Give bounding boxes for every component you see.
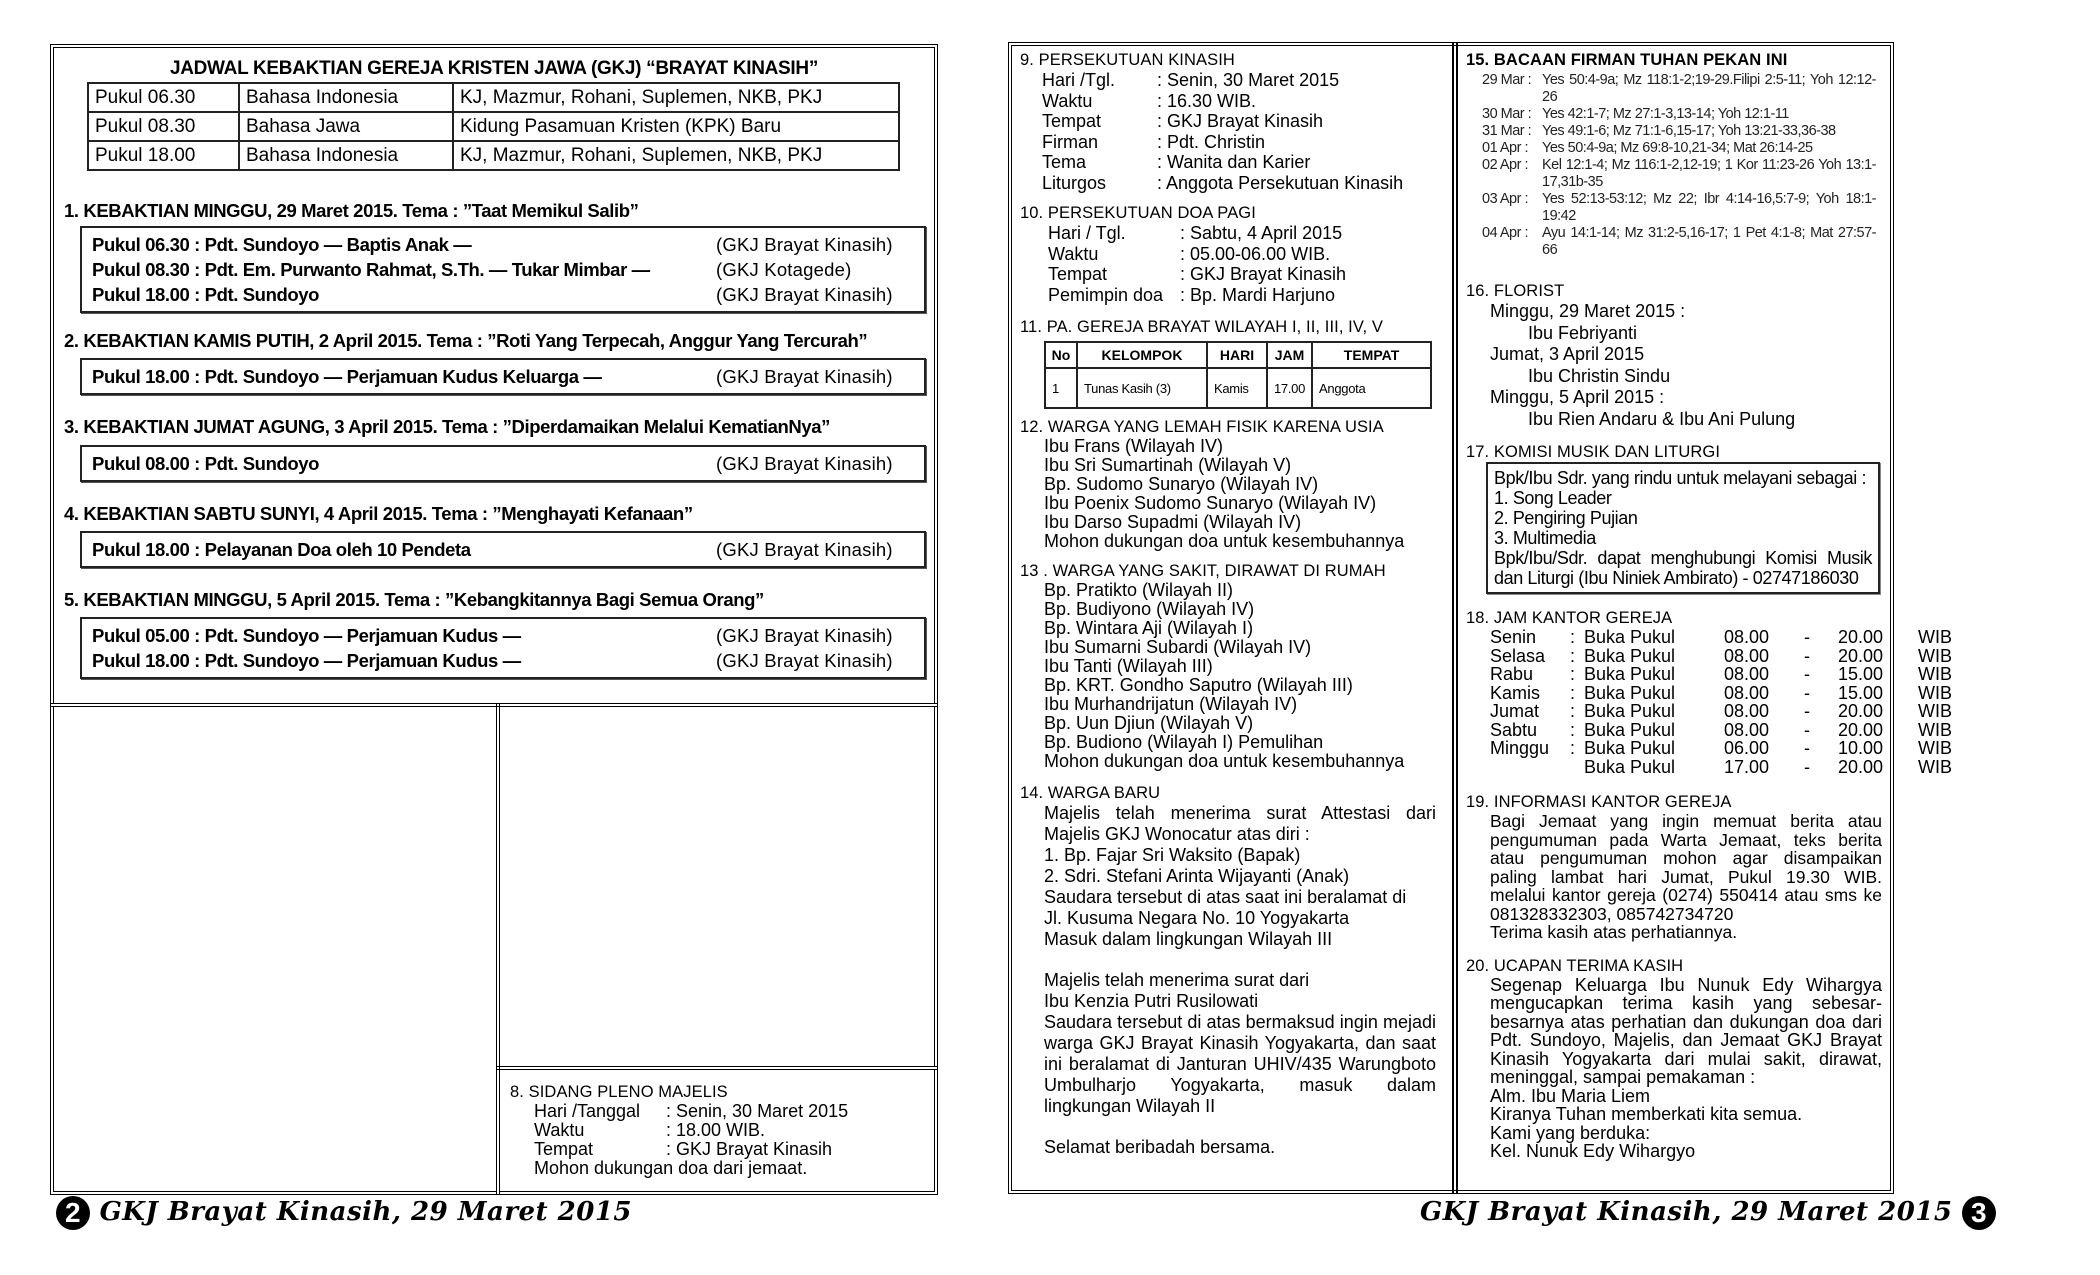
hours-sep bbox=[1570, 758, 1584, 777]
empty-panel-right bbox=[496, 703, 938, 1070]
field-row bbox=[1048, 285, 1442, 306]
schedule-title: JADWAL KEBAKTIAN GEREJA KRISTEN JAWA (GKJ) “BRAYAT KINASIH” bbox=[169, 58, 819, 79]
field-label: Waktu bbox=[1042, 90, 1093, 111]
hours-sep: : bbox=[1570, 738, 1576, 758]
section-12 bbox=[1020, 417, 1442, 551]
hours-open: 06.00 bbox=[1724, 738, 1770, 758]
section-9 bbox=[1020, 50, 1442, 193]
list-item: Bp. Uun Djiun (Wilayah V) bbox=[1044, 713, 1254, 733]
field-value: : GKJ Brayat Kinasih bbox=[1157, 111, 1324, 131]
hours-sep: : bbox=[1570, 645, 1576, 666]
field-value: : Pdt. Christin bbox=[1157, 131, 1266, 152]
reading-text: Kel 12:1-4; Mz 116:1-2,12-19; 1 Kor 11:23-26 Yoh 13:1-17,31b-35 bbox=[1542, 157, 1876, 190]
schedule-songbooks: Kidung Pasamuan Kristen (KPK) Baru bbox=[453, 112, 899, 141]
reading-text: Yes 50:4-9a; Mz 69:8-10,21-34; Mat 26:14-25 bbox=[1542, 140, 1813, 156]
service-2-heading: 2. KEBAKTIAN KAMIS PUTIH, 2 April 2015. Tema : ”Roti Yang Terpecah, Anggur Yang Tercurah” bbox=[64, 330, 868, 351]
hours-day bbox=[1490, 758, 1570, 777]
komisi-musik-box bbox=[1486, 462, 1880, 594]
section-14 bbox=[1020, 783, 1442, 1158]
hours-day: Selasa bbox=[1490, 645, 1546, 666]
section-17-heading: 17. KOMISI MUSIK DAN LITURGI bbox=[1466, 443, 1721, 461]
table-header-row bbox=[1045, 342, 1431, 368]
right-page-footer bbox=[1420, 1196, 1996, 1230]
table-row bbox=[1045, 368, 1431, 408]
list-item: Ibu Sumarni Subardi (Wilayah IV) bbox=[1044, 637, 1312, 657]
col-header: KELOMPOK bbox=[1077, 342, 1207, 368]
hours-close: 20.00 bbox=[1838, 627, 1884, 647]
hours-label: Buka Pukul bbox=[1584, 645, 1676, 666]
field-label: Tempat bbox=[534, 1139, 594, 1159]
hours-tz: WIB bbox=[1918, 701, 1952, 721]
service-place: (GKJ Brayat Kinasih) bbox=[716, 625, 893, 646]
section-13-heading: 13 . WARGA YANG SAKIT, DIRAWAT DI RUMAH bbox=[1020, 562, 1386, 580]
florist-date: Jumat, 3 April 2015 bbox=[1490, 344, 1645, 364]
hours-label: Buka Pukul bbox=[1584, 664, 1676, 684]
hours-dash: - bbox=[1804, 756, 1810, 777]
ucapan-family: Kel. Nunuk Edy Wihargyo bbox=[1490, 1141, 1696, 1161]
col-header: HARI bbox=[1207, 342, 1267, 368]
field-row bbox=[1042, 132, 1442, 153]
hours-row bbox=[1490, 719, 1952, 740]
prayer-note: Mohon dukungan doa untuk kesembuhannya bbox=[1044, 751, 1405, 771]
sidang-field bbox=[534, 1121, 848, 1140]
hours-close: 20.00 bbox=[1838, 645, 1884, 666]
field-label: Firman bbox=[1042, 131, 1099, 152]
schedule-time: Pukul 08.30 bbox=[88, 112, 239, 141]
field-value: : Senin, 30 Maret 2015 bbox=[666, 1101, 849, 1121]
list-item: Bp. KRT. Gondho Saputro (Wilayah III) bbox=[1044, 675, 1353, 695]
hours-open: 08.00 bbox=[1724, 719, 1770, 740]
hours-label: Buka Pukul bbox=[1584, 719, 1676, 740]
cell-kelompok: Tunas Kasih (3) bbox=[1077, 368, 1207, 408]
section-11-heading: 11. PA. GEREJA BRAYAT WILAYAH I, II, III, IV, V bbox=[1020, 318, 1383, 336]
service-5-box bbox=[80, 617, 926, 679]
field-label: Pemimpin doa bbox=[1048, 284, 1164, 305]
closing-greeting: Selamat beribadah bersama. bbox=[1044, 1137, 1276, 1157]
field-row bbox=[1048, 223, 1442, 244]
hours-dash: - bbox=[1804, 645, 1810, 666]
ucapan-deceased: Alm. Ibu Maria Liem bbox=[1490, 1085, 1651, 1106]
reading-text: Yes 49:1-6; Mz 71:1-6,15-17; Yoh 13:21-33,36-38 bbox=[1542, 123, 1836, 139]
list-item: 1. Song Leader bbox=[1494, 488, 1612, 508]
reading-text: Yes 52:13-53:12; Mz 22; Ibr 4:14-16,5:7-9; Yoh 18:1-19:42 bbox=[1542, 191, 1876, 224]
service-place: (GKJ Kotagede) bbox=[716, 259, 852, 280]
hours-sep: : bbox=[1570, 682, 1576, 703]
section-17 bbox=[1466, 442, 1884, 594]
field-value: : GKJ Brayat Kinasih bbox=[1180, 264, 1347, 284]
service-detail: Pukul 05.00 : Pdt. Sundoyo — Perjamuan Kudus — bbox=[92, 625, 521, 646]
field-row bbox=[1048, 244, 1442, 265]
hours-sep: : bbox=[1570, 664, 1576, 684]
section-14-heading: 14. WARGA BARU bbox=[1020, 784, 1161, 802]
section-20 bbox=[1466, 956, 1884, 1161]
hours-open: 08.00 bbox=[1724, 664, 1770, 684]
hours-row bbox=[1490, 645, 1952, 666]
hours-open: 08.00 bbox=[1724, 627, 1770, 647]
hours-row bbox=[1490, 682, 1952, 703]
section-10 bbox=[1020, 203, 1442, 305]
warga-baru-name: Ibu Kenzia Putri Rusilowati bbox=[1044, 991, 1259, 1011]
reading-item bbox=[1482, 225, 1876, 259]
service-detail: Pukul 08.00 : Pdt. Sundoyo bbox=[92, 453, 320, 474]
service-1-heading: 1. KEBAKTIAN MINGGU, 29 Maret 2015. Tema : ”Taat Memikul Salib” bbox=[64, 200, 639, 221]
reading-date: 02 Apr : bbox=[1482, 157, 1528, 173]
page-number-badge: 3 bbox=[1962, 1196, 1996, 1230]
list-item: Ibu Darso Supadmi (Wilayah IV) bbox=[1044, 512, 1302, 532]
hours-dash: - bbox=[1804, 664, 1810, 684]
reading-text: Yes 50:4-9a; Mz 118:1-2;19-29.Filipi 2:5-11; Yoh 12:12-26 bbox=[1542, 72, 1876, 105]
warga-baru-address: Jl. Kusuma Negara No. 10 Yogyakarta bbox=[1044, 908, 1350, 928]
reading-item bbox=[1482, 72, 1876, 106]
reading-date: 30 Mar : bbox=[1482, 106, 1532, 122]
hours-tz: WIB bbox=[1918, 738, 1952, 758]
schedule-songbooks: KJ, Mazmur, Rohani, Suplemen, NKB, PKJ bbox=[453, 141, 899, 170]
section-19 bbox=[1466, 792, 1884, 942]
service-4-heading: 4. KEBAKTIAN SABTU SUNYI, 4 April 2015. Tema : ”Menghayati Kefanaan” bbox=[64, 503, 693, 524]
field-value: : Bp. Mardi Harjuno bbox=[1180, 284, 1336, 305]
field-row bbox=[1042, 111, 1442, 132]
hours-dash: - bbox=[1804, 719, 1810, 740]
column-divider bbox=[1452, 42, 1458, 1194]
service-place: (GKJ Brayat Kinasih) bbox=[716, 284, 893, 305]
hours-row bbox=[1490, 701, 1952, 721]
section-9-heading: 9. PERSEKUTUAN KINASIH bbox=[1020, 51, 1235, 69]
footer-text: GKJ Brayat Kinasih, 29 Maret 2015 bbox=[99, 1197, 633, 1227]
hours-dash: - bbox=[1804, 738, 1810, 758]
list-item: Ibu Murhandrijatun (Wilayah IV) bbox=[1044, 694, 1298, 714]
col-header: No bbox=[1045, 342, 1077, 368]
hours-close: 20.00 bbox=[1838, 719, 1884, 740]
field-label: Tempat bbox=[1048, 264, 1108, 284]
hours-day: Kamis bbox=[1490, 682, 1541, 703]
col-header: JAM bbox=[1267, 342, 1312, 368]
hours-open: 08.00 bbox=[1724, 645, 1770, 666]
informasi-thanks: Terima kasih atas perhatiannya. bbox=[1490, 922, 1738, 942]
hours-sep: : bbox=[1570, 701, 1576, 721]
section-15 bbox=[1466, 50, 1884, 259]
field-value: : 18.00 WIB. bbox=[666, 1120, 766, 1140]
hours-sep: : bbox=[1570, 719, 1576, 740]
reading-item bbox=[1482, 106, 1876, 123]
right-column-2 bbox=[1466, 50, 1952, 1161]
warga-baru-wilayah: Masuk dalam lingkungan Wilayah III bbox=[1044, 929, 1333, 949]
empty-panel-left bbox=[50, 703, 500, 1195]
list-item: 2. Pengiring Pujian bbox=[1494, 508, 1638, 528]
informasi-body: Bagi Jemaat yang ingin memuat berita atau pengumuman pada Warta Jemaat, teks berita atau pengumuman mohon agar disampaikan paling lambat hari Jumat, Pukul 19.30 WIB. melalui kantor gereja (0274) 550414 atau sms ke 081328332303, 085742734720 bbox=[1490, 811, 1882, 924]
field-label: Waktu bbox=[1048, 243, 1099, 264]
sidang-field bbox=[534, 1102, 848, 1121]
section-19-heading: 19. INFORMASI KANTOR GEREJA bbox=[1466, 793, 1732, 811]
field-row bbox=[1048, 264, 1442, 285]
service-3-box bbox=[80, 445, 926, 482]
service-place: (GKJ Brayat Kinasih) bbox=[716, 234, 893, 255]
field-row bbox=[1042, 91, 1442, 112]
list-item: 2. Sdri. Stefani Arinta Wijayanti (Anak) bbox=[1044, 866, 1350, 886]
list-item: Ibu Tanti (Wilayah III) bbox=[1044, 656, 1213, 676]
florist-date: Minggu, 5 April 2015 : bbox=[1490, 387, 1665, 407]
reading-item bbox=[1482, 157, 1876, 191]
hours-day: Rabu bbox=[1490, 664, 1534, 684]
service-4-box bbox=[80, 531, 926, 568]
table-row bbox=[88, 112, 899, 141]
field-value: : Wanita dan Karier bbox=[1157, 152, 1311, 172]
service-place: (GKJ Brayat Kinasih) bbox=[716, 453, 893, 474]
hours-row bbox=[1490, 627, 1952, 647]
field-row bbox=[1042, 173, 1442, 194]
service-detail: Pukul 06.30 : Pdt. Sundoyo — Baptis Anak — bbox=[92, 234, 472, 255]
sidang-pleno-content bbox=[510, 1082, 848, 1178]
florist-date: Minggu, 29 Maret 2015 : bbox=[1490, 301, 1686, 321]
footer-text: GKJ Brayat Kinasih, 29 Maret 2015 bbox=[1420, 1197, 1953, 1227]
reading-date: 29 Mar : bbox=[1482, 72, 1532, 88]
table-row bbox=[88, 141, 899, 170]
service-row bbox=[92, 257, 916, 282]
sidang-field bbox=[534, 1140, 848, 1159]
hours-close: 15.00 bbox=[1838, 664, 1884, 684]
hours-tz: WIB bbox=[1918, 627, 1952, 647]
warga-baru-para1: Majelis telah menerima surat Attestasi dari Majelis GKJ Wonocatur atas diri : bbox=[1044, 803, 1436, 844]
sidang-note: Mohon dukungan doa dari jemaat. bbox=[534, 1158, 808, 1178]
field-label: Liturgos bbox=[1042, 172, 1107, 193]
service-row bbox=[92, 537, 916, 562]
hours-day: Sabtu bbox=[1490, 719, 1538, 740]
schedule-language: Bahasa Indonesia bbox=[239, 141, 453, 170]
service-place: (GKJ Brayat Kinasih) bbox=[716, 366, 893, 387]
section-11 bbox=[1020, 317, 1442, 409]
section-8-heading: 8. SIDANG PLENO MAJELIS bbox=[510, 1083, 728, 1101]
office-hours-table bbox=[1466, 627, 1952, 777]
hours-dash: - bbox=[1804, 701, 1810, 721]
list-item: Bp. Sudomo Sunaryo (Wilayah IV) bbox=[1044, 474, 1319, 494]
section-16-heading: 16. FLORIST bbox=[1466, 282, 1565, 300]
service-3-heading: 3. KEBAKTIAN JUMAT AGUNG, 3 April 2015. Tema : ”Diperdamaikan Melalui KematianNya” bbox=[64, 416, 830, 437]
hours-tz: WIB bbox=[1918, 664, 1952, 684]
service-detail: Pukul 18.00 : Pdt. Sundoyo — Perjamuan Kudus Keluarga — bbox=[92, 366, 602, 387]
field-label: Tempat bbox=[1042, 111, 1102, 131]
field-label: Hari / Tgl. bbox=[1048, 223, 1126, 243]
sidang-pleno-panel bbox=[496, 1066, 938, 1195]
list-item: Bp. Wintara Aji (Wilayah I) bbox=[1044, 618, 1254, 638]
field-row bbox=[1042, 152, 1442, 173]
komisi-contact: Bpk/Ibu/Sdr. dapat menghubungi Komisi Musik dan Liturgi (Ibu Niniek Ambirato) - 02747186030 bbox=[1494, 548, 1872, 588]
list-item: 1. Bp. Fajar Sri Waksito (Bapak) bbox=[1044, 845, 1301, 865]
hours-day: Senin bbox=[1490, 627, 1537, 647]
hours-open: 08.00 bbox=[1724, 701, 1770, 721]
section-10-heading: 10. PERSEKUTUAN DOA PAGI bbox=[1020, 204, 1256, 222]
field-label: Hari /Tanggal bbox=[534, 1101, 641, 1121]
hours-close: 10.00 bbox=[1838, 738, 1884, 758]
pa-table bbox=[1044, 341, 1432, 409]
warga-baru-para4: Saudara tersebut di atas bermaksud ingin mejadi warga GKJ Brayat Kinasih Yogyakarta, dan saat ini beralamat di Janturan UHIV/435 Warungboto Umbulharjo Yogyakarta, masuk dalam lingkungan Wilayah II bbox=[1044, 1012, 1436, 1116]
list-item: Bp. Budiono (Wilayah I) Pemulihan bbox=[1044, 732, 1324, 752]
reading-date: 01 Apr : bbox=[1482, 140, 1528, 156]
service-1-box bbox=[80, 226, 926, 313]
schedule-language: Bahasa Indonesia bbox=[239, 83, 453, 112]
cell-hari: Kamis bbox=[1207, 368, 1267, 408]
section-18 bbox=[1466, 608, 1952, 777]
service-row bbox=[92, 282, 916, 307]
cell-tempat: Anggota bbox=[1312, 368, 1431, 408]
hours-row bbox=[1490, 756, 1952, 777]
section-12-heading: 12. WARGA YANG LEMAH FISIK KARENA USIA bbox=[1020, 418, 1384, 436]
hours-tz: WIB bbox=[1918, 645, 1952, 666]
hours-row bbox=[1490, 738, 1952, 758]
field-label: Tema bbox=[1042, 152, 1087, 172]
field-value: : Sabtu, 4 April 2015 bbox=[1180, 223, 1343, 243]
section-13 bbox=[1020, 561, 1442, 771]
reading-text: Ayu 14:1-14; Mz 31:2-5,16-17; 1 Pet 4:1-8; Mat 27:57-66 bbox=[1542, 225, 1876, 258]
list-item: Ibu Sri Sumartinah (Wilayah V) bbox=[1044, 455, 1292, 475]
hours-row bbox=[1490, 664, 1952, 684]
service-5-heading: 5. KEBAKTIAN MINGGU, 5 April 2015. Tema : ”Kebangkitannya Bagi Semua Orang” bbox=[64, 589, 764, 610]
service-row bbox=[92, 648, 916, 673]
reading-date: 31 Mar : bbox=[1482, 123, 1532, 139]
right-column-1 bbox=[1020, 50, 1442, 1158]
weekly-services-panel bbox=[50, 44, 938, 707]
schedule-time: Pukul 06.30 bbox=[88, 83, 239, 112]
field-value: : Anggota Persekutuan Kinasih bbox=[1157, 172, 1404, 193]
reading-text: Yes 42:1-7; Mz 27:1-3,13-14; Yoh 12:1-11 bbox=[1542, 106, 1789, 122]
service-detail: Pukul 08.30 : Pdt. Em. Purwanto Rahmat, S.Th. — Tukar Mimbar — bbox=[92, 259, 650, 280]
schedule-language: Bahasa Jawa bbox=[239, 112, 453, 141]
field-value: : 05.00-06.00 WIB. bbox=[1180, 243, 1331, 264]
left-page-footer bbox=[56, 1196, 632, 1230]
section-20-heading: 20. UCAPAN TERIMA KASIH bbox=[1466, 956, 1684, 975]
list-item: Ibu Poenix Sudomo Sunaryo (Wilayah IV) bbox=[1044, 493, 1377, 513]
reading-item bbox=[1482, 191, 1876, 225]
field-row bbox=[1042, 70, 1442, 91]
service-detail: Pukul 18.00 : Pdt. Sundoyo — Perjamuan Kudus — bbox=[92, 650, 521, 671]
service-place: (GKJ Brayat Kinasih) bbox=[716, 650, 893, 671]
service-detail: Pukul 18.00 : Pdt. Sundoyo bbox=[92, 284, 320, 305]
hours-label: Buka Pukul bbox=[1584, 627, 1676, 647]
ucapan-body: Segenap Keluarga Ibu Nunuk Edy Wihargya mengucapkan terima kasih yang sebesar-besarnya atas perhatian dan dukungan doa dari Pdt. Sundoyo, Majelis, dan Jemaat GKJ Brayat Kinasih Yogyakarta dari mulai sakit, dirawat, meninggal, sampai pemakaman : bbox=[1490, 974, 1882, 1087]
schedule-songbooks: KJ, Mazmur, Rohani, Suplemen, NKB, PKJ bbox=[453, 83, 899, 112]
field-value: : Senin, 30 Maret 2015 bbox=[1157, 70, 1340, 90]
ucapan-blessing: Kiranya Tuhan memberkati kita semua. bbox=[1490, 1104, 1803, 1124]
list-item: Bp. Budiyono (Wilayah IV) bbox=[1044, 599, 1255, 619]
service-2-box bbox=[80, 358, 926, 395]
field-label: Waktu bbox=[534, 1120, 585, 1140]
reading-item bbox=[1482, 123, 1876, 140]
service-detail: Pukul 18.00 : Pelayanan Doa oleh 10 Pendeta bbox=[92, 539, 471, 560]
hours-open: 08.00 bbox=[1724, 682, 1770, 703]
section-16 bbox=[1466, 281, 1884, 430]
hours-tz: WIB bbox=[1918, 682, 1952, 703]
ucapan-signoff: Kami yang berduka: bbox=[1490, 1122, 1651, 1143]
cell-jam: 17.00 bbox=[1267, 368, 1312, 408]
reading-item bbox=[1482, 140, 1876, 157]
florist-name: Ibu Christin Sindu bbox=[1528, 365, 1671, 386]
field-value: : GKJ Brayat Kinasih bbox=[666, 1139, 833, 1159]
service-schedule-table bbox=[87, 82, 900, 171]
list-item: Ibu Frans (Wilayah IV) bbox=[1044, 436, 1224, 456]
prayer-note: Mohon dukungan doa untuk kesembuhannya bbox=[1044, 531, 1405, 551]
col-header: TEMPAT bbox=[1312, 342, 1431, 368]
list-item: Bp. Pratikto (Wilayah II) bbox=[1044, 580, 1234, 600]
table-row bbox=[88, 83, 899, 112]
hours-label: Buka Pukul bbox=[1584, 756, 1676, 777]
florist-name: Ibu Rien Andaru & Ibu Ani Pulung bbox=[1528, 408, 1796, 429]
field-label: Hari /Tgl. bbox=[1042, 70, 1116, 90]
warga-baru-para2: Saudara tersebut di atas saat ini beralamat di bbox=[1044, 887, 1407, 907]
hours-tz: WIB bbox=[1918, 719, 1952, 740]
hours-day: Jumat bbox=[1490, 701, 1540, 721]
hours-close: 20.00 bbox=[1838, 701, 1884, 721]
hours-dash: - bbox=[1804, 682, 1810, 703]
section-18-heading: 18. JAM KANTOR GEREJA bbox=[1466, 609, 1673, 627]
service-row bbox=[92, 451, 916, 476]
service-row bbox=[92, 232, 916, 257]
section-15-heading: 15. BACAAN FIRMAN TUHAN PEKAN INI bbox=[1466, 51, 1788, 69]
list-item: 3. Multimedia bbox=[1494, 528, 1596, 548]
field-value: : 16.30 WIB. bbox=[1157, 90, 1257, 111]
hours-tz: WIB bbox=[1918, 756, 1952, 777]
hours-close: 20.00 bbox=[1838, 756, 1884, 777]
komisi-intro: Bpk/Ibu Sdr. yang rindu untuk melayani sebagai : bbox=[1494, 468, 1867, 488]
hours-close: 15.00 bbox=[1838, 682, 1884, 703]
hours-label: Buka Pukul bbox=[1584, 682, 1676, 703]
service-row bbox=[92, 623, 916, 648]
hours-dash: - bbox=[1804, 627, 1810, 647]
service-place: (GKJ Brayat Kinasih) bbox=[716, 539, 893, 560]
hours-open: 17.00 bbox=[1724, 756, 1770, 777]
hours-label: Buka Pukul bbox=[1584, 738, 1676, 758]
page-number-badge: 2 bbox=[56, 1196, 90, 1230]
hours-day: Minggu bbox=[1490, 738, 1550, 758]
hours-sep: : bbox=[1570, 627, 1576, 647]
florist-name: Ibu Febriyanti bbox=[1528, 322, 1638, 343]
cell-no: 1 bbox=[1045, 368, 1077, 408]
schedule-time: Pukul 18.00 bbox=[88, 141, 239, 170]
reading-date: 03 Apr : bbox=[1482, 191, 1528, 207]
hours-label: Buka Pukul bbox=[1584, 701, 1676, 721]
reading-date: 04 Apr : bbox=[1482, 225, 1528, 241]
service-row bbox=[92, 364, 916, 389]
warga-baru-para3: Majelis telah menerima surat dari bbox=[1044, 970, 1310, 990]
